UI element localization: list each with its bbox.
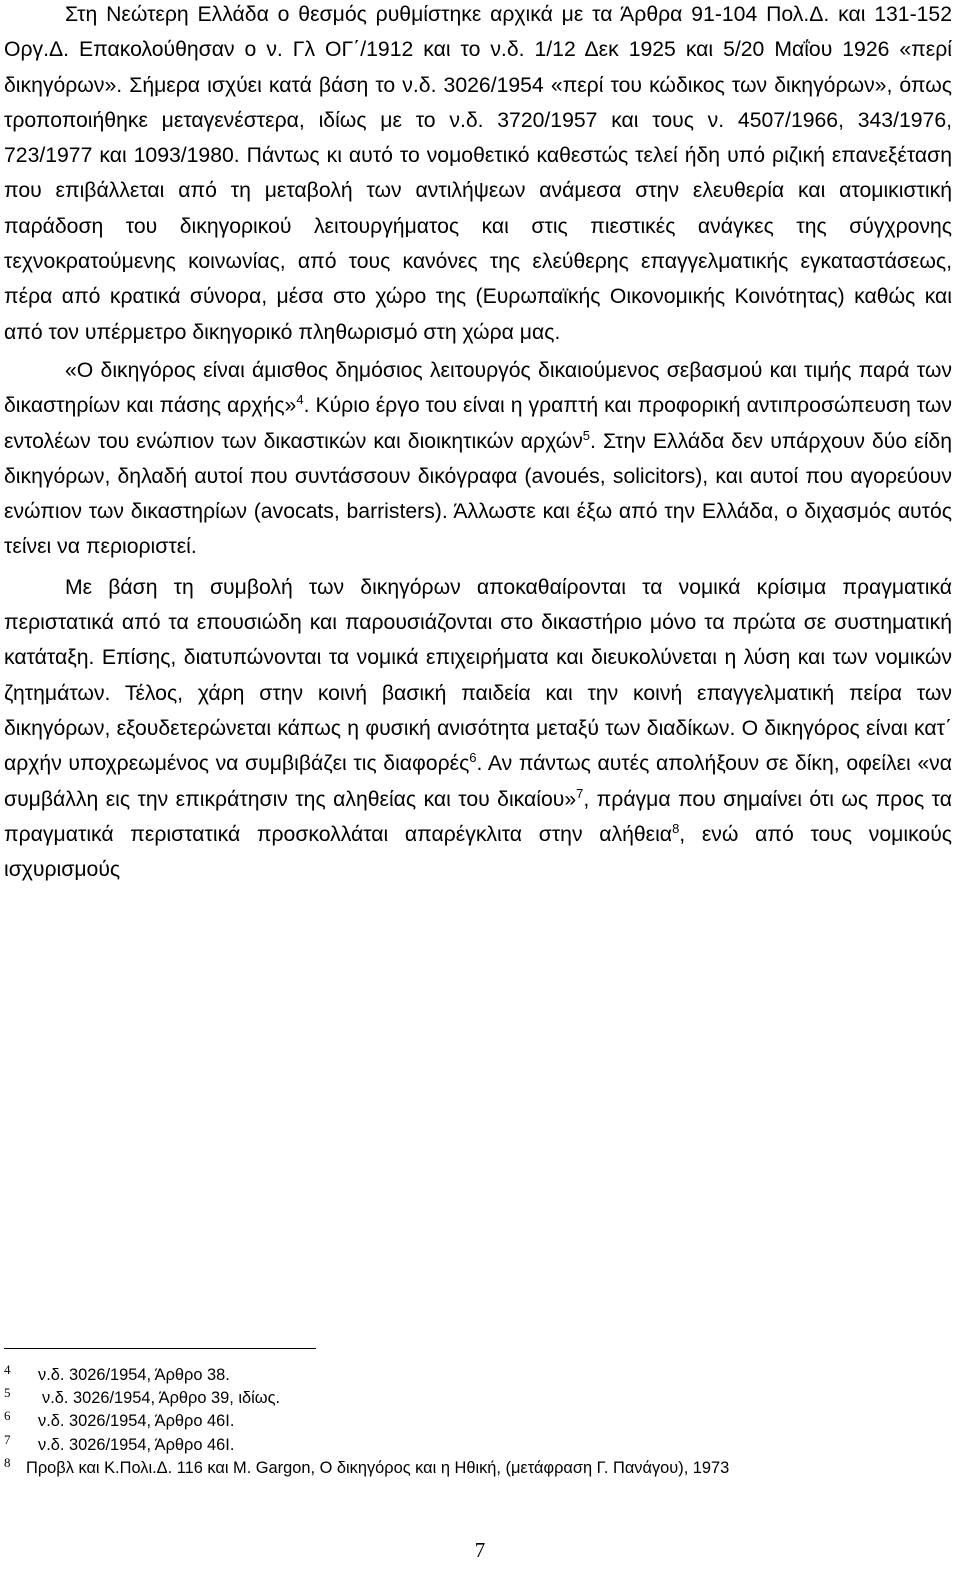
footnote-ref-7[interactable]: 7 [576,785,584,801]
paragraph-3 [4,570,952,888]
footnote-4 [4,1364,952,1387]
paragraph-2-part-b: . Κύριο έργο του είναι η γραπτή και προφορική αντιπροσώπευση των εντολέων του ενώπιον των δικαστικών και διοικητικών αρχών [4,394,952,453]
footnote-ref-8[interactable]: 8 [672,821,680,837]
footnote-5 [4,1387,952,1410]
main-text [4,0,952,887]
footnote-ref-6[interactable]: 6 [469,750,477,766]
footnote-ref-4[interactable]: 4 [296,392,304,408]
paragraph-3-part-b: . Αν πάντως αυτές απολήξουν σε δίκη, οφείλει «να συμβάλλη εις την επικράτησιν της αληθείας και του δικαίου» [4,752,952,811]
footnote-text: ν.δ. 3026/1954, Άρθρο 39, ιδίως. [42,1389,281,1408]
footnote-text: Προβλ και Κ.Πολι.Δ. 116 και M. Gargon, Ο δικηγόρος και η Ηθική, (μετάφραση Γ. Πανάγου), 1973 [26,1458,730,1477]
footnote-number: 6 [4,1408,11,1424]
paragraph-3-part-d: , ενώ από τους νομικούς ισχυρισμούς [4,822,952,882]
footnote-number: 7 [4,1431,11,1447]
footnote-number: 8 [4,1454,11,1470]
footnote-7 [4,1431,952,1457]
footnote-number: 5 [4,1385,11,1401]
paragraph-2 [4,353,952,565]
footnote-text: ν.δ. 3026/1954, Άρθρο 46Ι. [38,1435,235,1454]
footnote-8 [4,1454,952,1480]
page-number: 7 [474,1538,486,1562]
paragraph-3-part-c: , πράγμα που σημαίνει ότι ως προς τα πραγματικά περιστατικά προσκολλάται απαρέγκλιτα στην αλήθεια [4,787,952,846]
footnote-ref-5[interactable]: 5 [582,427,591,443]
paragraph-1: Στη Νεώτερη Ελλάδα ο θεσμός ρυθμίστηκε αρχικά με τα Άρθρα 91-104 Πολ.Δ. και 131-152 Οργ.Δ. Επακολούθησαν ο ν. Γλ ΟΓ΄/1912 και το ν.δ. 1/12 Δεκ 1925 και 5/20 Μαΐου 1926 «περί δικηγόρων». Σήμερα ισχύει κατά βάση το ν.δ. 3026/1954 «περί του κώδικος των δικηγόρων», όπως τροποποιήθηκε μεταγενέστερα, ιδίως με το ν.δ. 3720/1957 και τους ν. 4507/1966, 343/1976, 723/1977 και 1093/1980. Πάντως κι αυτό το νομοθετικό καθεστώς τελεί ήδη υπό ριζική επανεξέταση που επιβάλλεται από τη μεταβολή των αντιλήψεων ανάμεσα στην ελευθερία και ατομικιστική παράδοση του δικηγορικού λειτουργήματος και στις πιεστικές ανάγκες της σύγχρονης τεχνοκρατούμενης κοινωνίας, από τους κανόνες της ελεύθερης επαγγελματικής εγκαταστάσεως, πέρα από κρατικά σύνορα, μέσα στο χώρο της (Ευρωπαϊκής Οικονομικής Κοινότητας) καθώς και από τον υπέρμετρο δικηγορικό πληθωρισμό στη χώρα μας. [4,3,952,344]
footnote-6 [4,1410,952,1433]
paragraph-3-part-a: Με βάση τη συμβολή των δικηγόρων αποκαθαίρονται τα νομικά κρίσιμα πραγματικά περιστατικά από τα επουσιώδη και παρουσιάζονται στο δικαστήριο μόνο τα πρώτα σε συστηματική κατάταξη. Επίσης, διατυπώνονται τα νομικά επιχειρήματα και διευκολύνεται η λύση και των νομικών ζητημάτων. Τέλος, χάρη στην κοινή βασική παιδεία και την κοινή επαγγελματική πείρα των δικηγόρων, εξουδετερώνεται κάπως η φυσική ανισότητα μεταξύ των διαδίκων. Ο δικηγόρος είναι κατ΄ αρχήν υποχρεωμένος να συμβιβάζει τις διαφορές [4,575,952,776]
footnotes [4,1364,952,1480]
footnote-text: ν.δ. 3026/1954, Άρθρο 46Ι. [38,1412,235,1431]
footnote-number: 4 [4,1362,11,1377]
paragraph-2-part-c: . Στην Ελλάδα δεν υπάρχουν δύο είδη δικηγόρων, δηλαδή αυτοί που συντάσσουν δικόγραφα (avoués, solicitors), και αυτοί που αγορεύουν ενώπιον των δικαστηρίων (avocats, barristers). Άλλωστε και έξω από την Ελλάδα, ο διχασμός αυτός τείνει να περιοριστεί. [4,429,952,559]
paragraph-2-part-a: «Ο δικηγόρος είναι άμισθος δημόσιος λειτουργός δικαιούμενος σεβασμού και τιμής παρά των δικαστηρίων και πάσης αρχής» [4,358,952,418]
footnote-text: ν.δ. 3026/1954, Άρθρο 38. [38,1366,230,1384]
footnote-separator [4,1348,316,1349]
